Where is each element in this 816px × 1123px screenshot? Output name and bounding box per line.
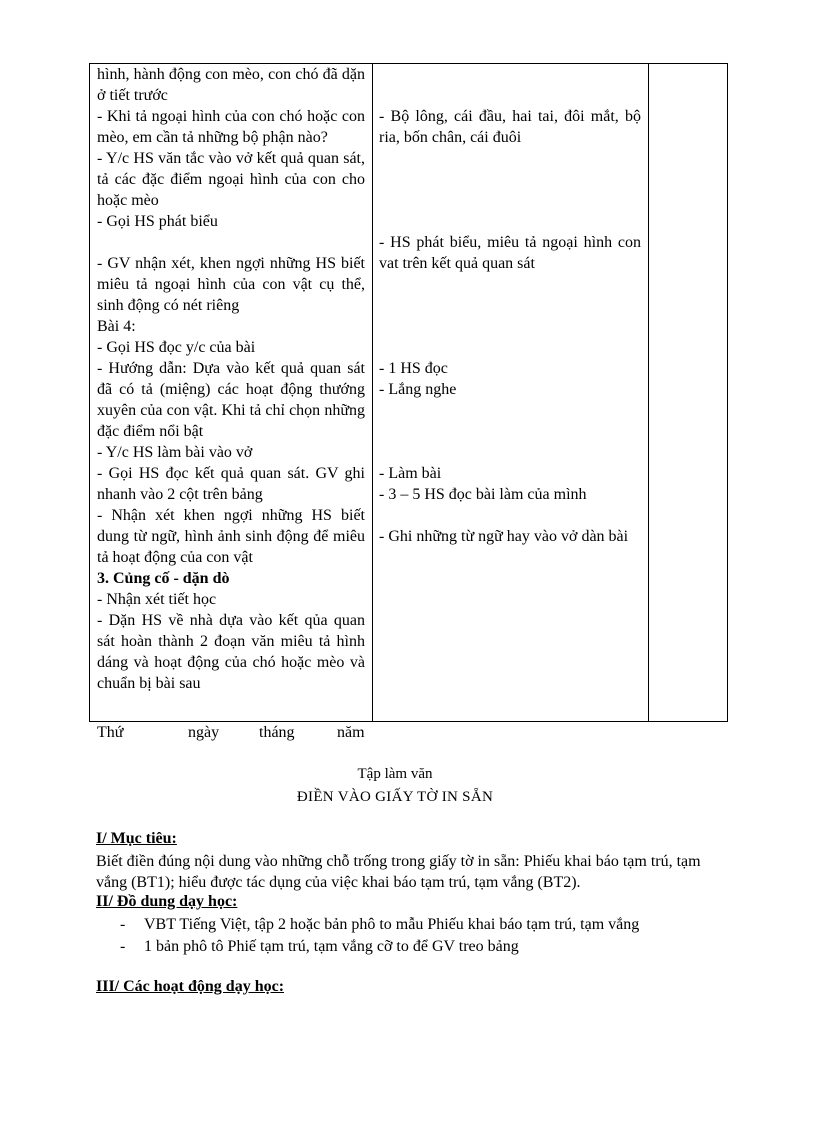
lesson-title: ĐIỀN VÀO GIẤY TỜ IN SẴN <box>296 789 494 805</box>
table-column-divider <box>372 64 373 721</box>
table-cell-text: - GV nhận xét, khen ngợi những HS biết miêu tả ngoại hình của con vật cụ thể, sinh động có nét riêng <box>97 255 365 314</box>
table-cell-text: - Nhận xét tiết học <box>97 591 217 608</box>
table-cell-text: - HS phát biểu, miêu tả ngoại hình con vat trên kết quả quan sát <box>379 234 641 272</box>
table-cell-text: Bài 4: <box>97 318 136 335</box>
table-cell-text: - Nhận xét khen ngợi những HS biết dung từ ngữ, hình ảnh sinh động để miêu tả hoạt động của con vật <box>97 507 365 566</box>
section-activities-title: III/ Các hoạt động dạy học: <box>96 978 285 995</box>
section-objectives-title: I/ Mục tiêu: <box>96 830 177 847</box>
table-cell-text: - 1 HS đọc <box>379 360 448 377</box>
section-objectives-body: Biết điền đúng nội dung vào những chỗ trống trong giấy tờ in sẵn: Phiếu khai báo tạm trú, tạm vắng (BT1); hiểu được tác dụng của việc khai báo tạm trú, tạm vắng (BT2). <box>96 853 701 891</box>
table-cell-text: - Làm bài <box>379 465 442 482</box>
table-cell-text: - Gọi HS phát biểu <box>97 213 218 230</box>
date-day-label: Thứ <box>97 724 124 741</box>
table-cell-text: - Dặn HS về nhà dựa vào kết qủa quan sát hoàn thành 2 đoạn văn miêu tả hình dáng và hoạt động của chó hoặc mèo và chuẩn bị bài sau <box>97 612 365 692</box>
table-cell-text: - Gọi HS đọc kết quả quan sát. GV ghi nhanh vào 2 cột trên bảng <box>97 465 365 503</box>
section-materials-title: II/ Đồ dung dạy học: <box>96 893 238 910</box>
table-cell-text: - Gọi HS đọc y/c của bài <box>97 339 256 356</box>
lesson-activity-table <box>89 63 728 722</box>
table-cell-text: - Y/c HS làm bài vào vở <box>97 444 253 461</box>
table-cell-text: - Lắng nghe <box>379 381 457 398</box>
materials-list <box>96 914 716 958</box>
date-date-label: ngày <box>188 724 220 741</box>
date-month-label: tháng <box>259 724 295 741</box>
date-year-label: năm <box>337 724 365 741</box>
table-cell-text: hình, hành động con mèo, con chó đã dặn ở tiết trước <box>97 66 365 104</box>
list-item: - VBT Tiếng Việt, tập 2 hoặc bản phô to mẫu Phiếu khai báo tạm trú, tạm vắng <box>120 916 640 933</box>
table-cell-text: - Khi tả ngoại hình của con chó hoặc con mèo, em cần tả những bộ phận nào? <box>97 108 365 146</box>
table-cell-text: - Hướng dẫn: Dựa vào kết quả quan sát đã có tả (miệng) các hoạt động thướng xuyên của con vật. Khi tả chỉ chọn những đặc điểm nổi bật <box>97 360 365 440</box>
table-cell-text: - Y/c HS văn tắc vào vở kết quả quan sát, tả các đặc điểm ngoại hình của con cho hoặc mèo <box>97 150 365 209</box>
table-cell-text: - 3 – 5 HS đọc bài làm của mình <box>379 486 587 503</box>
list-item: - 1 bản phô tô Phiế tạm trú, tạm vắng cỡ to để GV treo bảng <box>120 938 519 955</box>
table-cell-text: - Ghi những từ ngữ hay vào vở dàn bài <box>379 528 629 545</box>
teacher-activities-column <box>97 64 365 694</box>
table-column-divider <box>648 64 649 721</box>
table-cell-text: - Bộ lông, cái đầu, hai tai, đôi mắt, bộ ria, bốn chân, cái đuôi <box>379 108 641 146</box>
subject-title: Tập làm văn <box>357 766 433 782</box>
student-activities-column <box>379 64 641 547</box>
section-heading: 3. Củng cố - dặn dò <box>97 570 230 587</box>
